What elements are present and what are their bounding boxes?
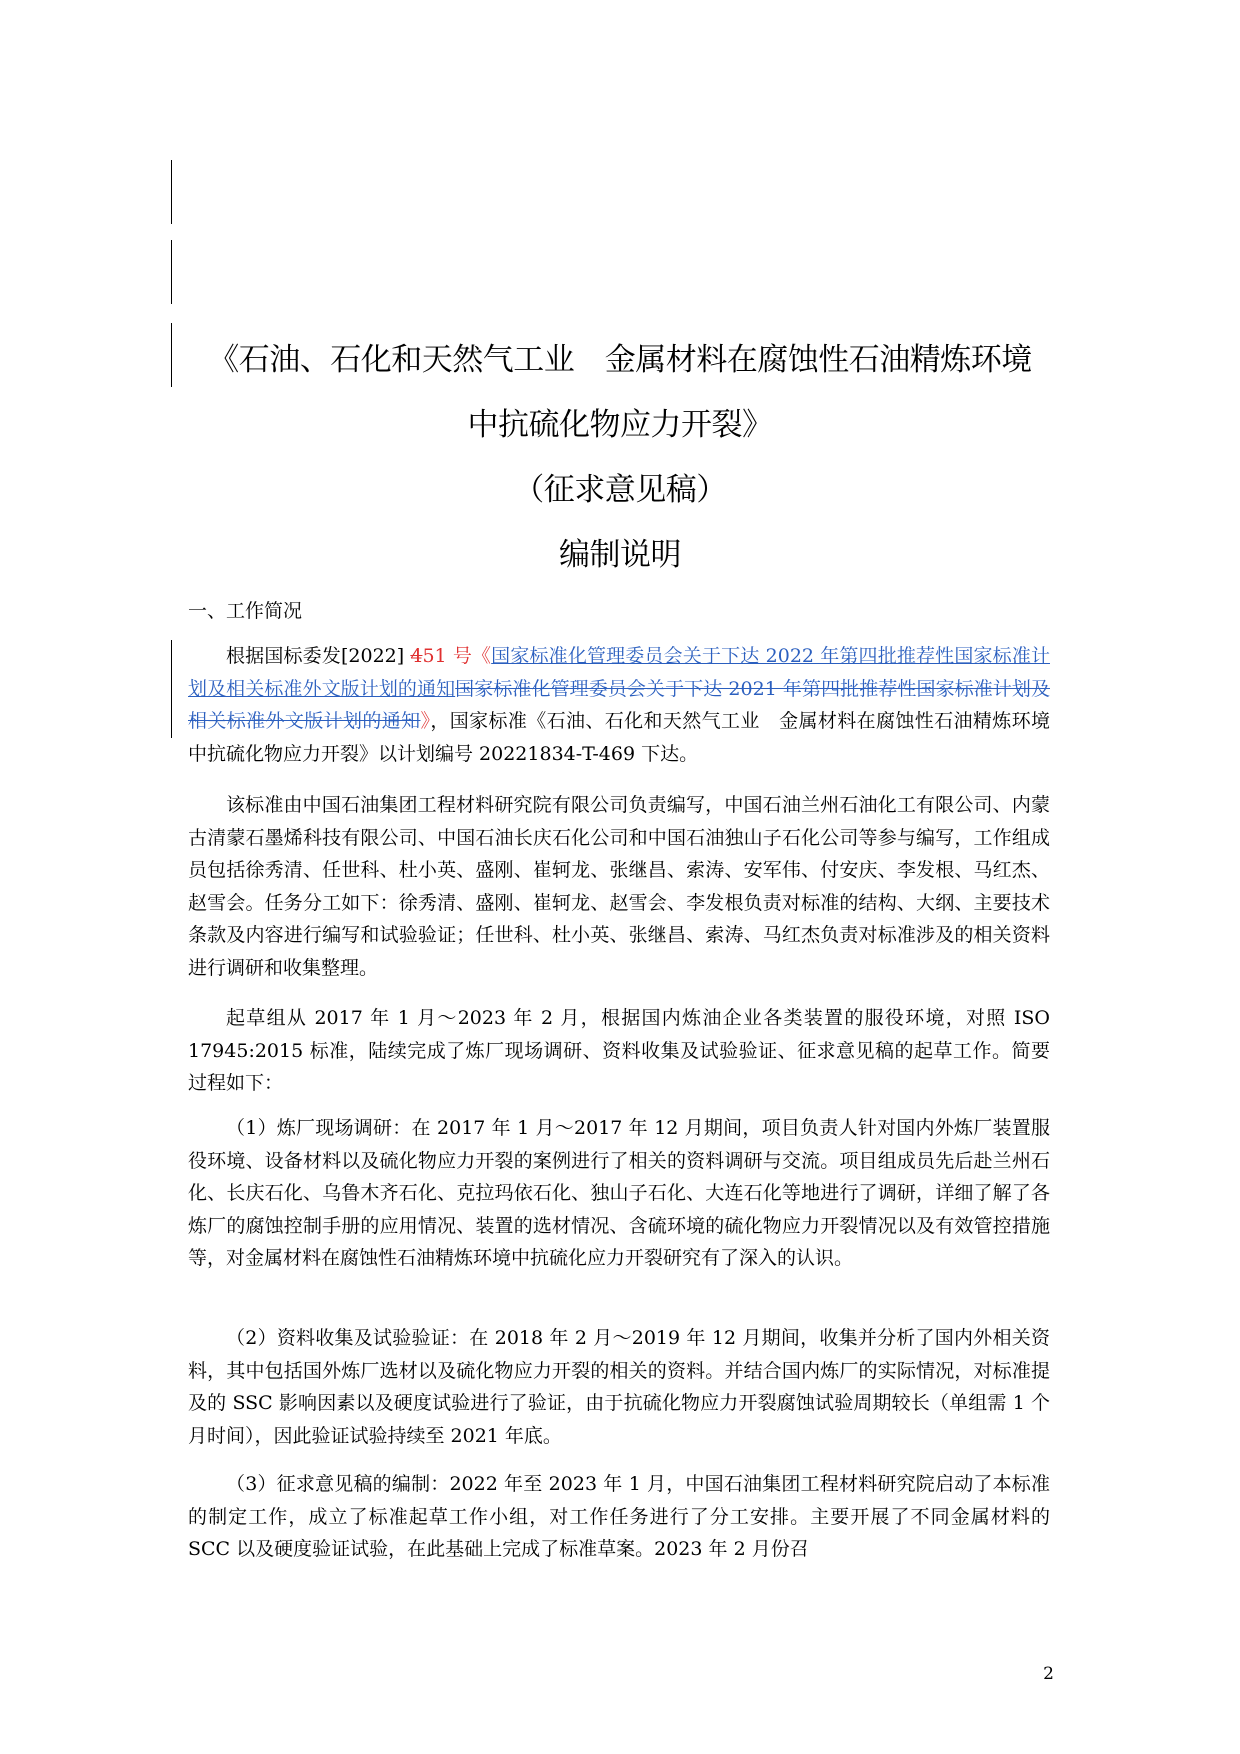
open-quote: 《 xyxy=(472,645,492,667)
revision-change-bar xyxy=(171,323,172,387)
close-quote: 》 xyxy=(420,710,431,732)
revision-change-bar xyxy=(171,160,172,224)
paragraph-drafting-process: 起草组从 2017 年 1 月～2023 年 2 月，根据国内炼油企业各类装置的服役环境，对照 ISO 17945:2015 标准，陆续完成了炼厂现场调研、资料收集及试验验证、征求意见稿的起草工作。简要过程如下： xyxy=(188,1007,1050,1094)
paragraph-data-collection: （2）资料收集及试验验证：在 2018 年 2 月～2019 年 12 月期间，收集并分析了国内外相关资料，其中包括国外炼厂选材以及硫化物应力开裂的相关的资料。并结合国内炼厂的实际情况，对标准提及的 SSC 影响因素以及硬度试验进行了验证，由于抗硫化物应力开裂腐蚀试验周期较长（单组需 1 个月时间），因此验证试验持续至 2021 年底。 xyxy=(188,1327,1050,1447)
paragraph-tail: ，国家标准《石油、石化和天然气工业 金属材料在腐蚀性石油精炼环境中抗硫化物应力开裂》以计划编号 20221834-T-469 下达。 xyxy=(188,710,1050,765)
paragraph-basis xyxy=(188,640,1050,770)
document-title-line1: 《石油、石化和天然气工业 金属材料在腐蚀性石油精炼环境 xyxy=(208,342,1032,378)
section-heading: 一、工作简况 xyxy=(188,600,303,622)
deleted-notice-title: 国家标准化管理委员会关于下达 2021 年第四批推荐性国家标准计划及相关标准外文版计划的通知 xyxy=(188,677,1050,732)
revision-change-bar xyxy=(171,640,172,738)
page-number: 2 xyxy=(1043,1664,1054,1684)
deleted-number: 4 xyxy=(410,645,423,667)
inserted-notice-title: 国家标准化管理委员会关于下达 2022 年第四批推荐性国家标准计划及相关标准外文版计划的通知 xyxy=(188,645,1050,700)
document-subtitle: （征求意见稿） xyxy=(513,472,727,508)
inserted-number: 51 号 xyxy=(422,645,472,667)
paragraph-lead: 根据国标委发[2022] xyxy=(226,645,411,667)
document-title-line2: 中抗硫化物应力开裂》 xyxy=(467,407,773,443)
paragraph-drafting-units: 该标准由中国石油集团工程材料研究院有限公司负责编写，中国石油兰州石油化工有限公司、内蒙古清蒙石墨烯科技有限公司、中国石油长庆石化公司和中国石油独山子石化公司等参与编写，工作组成员包括徐秀清、任世科、杜小英、盛刚、崔轲龙、张继昌、索涛、安军伟、付安庆、李发根、马红杰、赵雪会。任务分工如下：徐秀清、盛刚、崔轲龙、赵雪会、李发根负责对标准的结构、大纲、主要技术条款及内容进行编写和试验验证；任世科、杜小英、张继昌、索涛、马红杰负责对标准涉及的相关资料进行调研和收集整理。 xyxy=(188,794,1050,979)
paragraph-draft-compilation: （3）征求意见稿的编制：2022 年至 2023 年 1 月，中国石油集团工程材料研究院启动了本标准的制定工作，成立了标准起草工作小组，对工作任务进行了分工安排。主要开展了不同金属材料的 SCC 以及硬度验证试验，在此基础上完成了标准草案。2023 年 2 月份召 xyxy=(188,1473,1050,1560)
document-heading: 编制说明 xyxy=(559,537,681,573)
revision-change-bar xyxy=(171,240,172,304)
paragraph-site-survey: （1）炼厂现场调研：在 2017 年 1 月～2017 年 12 月期间，项目负责人针对国内外炼厂装置服役环境、设备材料以及硫化物应力开裂的案例进行了相关的资料调研与交流。项目组成员先后赴兰州石化、长庆石化、乌鲁木齐石化、克拉玛依石化、独山子石化、大连石化等地进行了调研，详细了解了各炼厂的腐蚀控制手册的应用情况、装置的选材情况、含硫环境的硫化物应力开裂情况以及有效管控措施等，对金属材料在腐蚀性石油精炼环境中抗硫化应力开裂研究有了深入的认识。 xyxy=(188,1117,1050,1269)
